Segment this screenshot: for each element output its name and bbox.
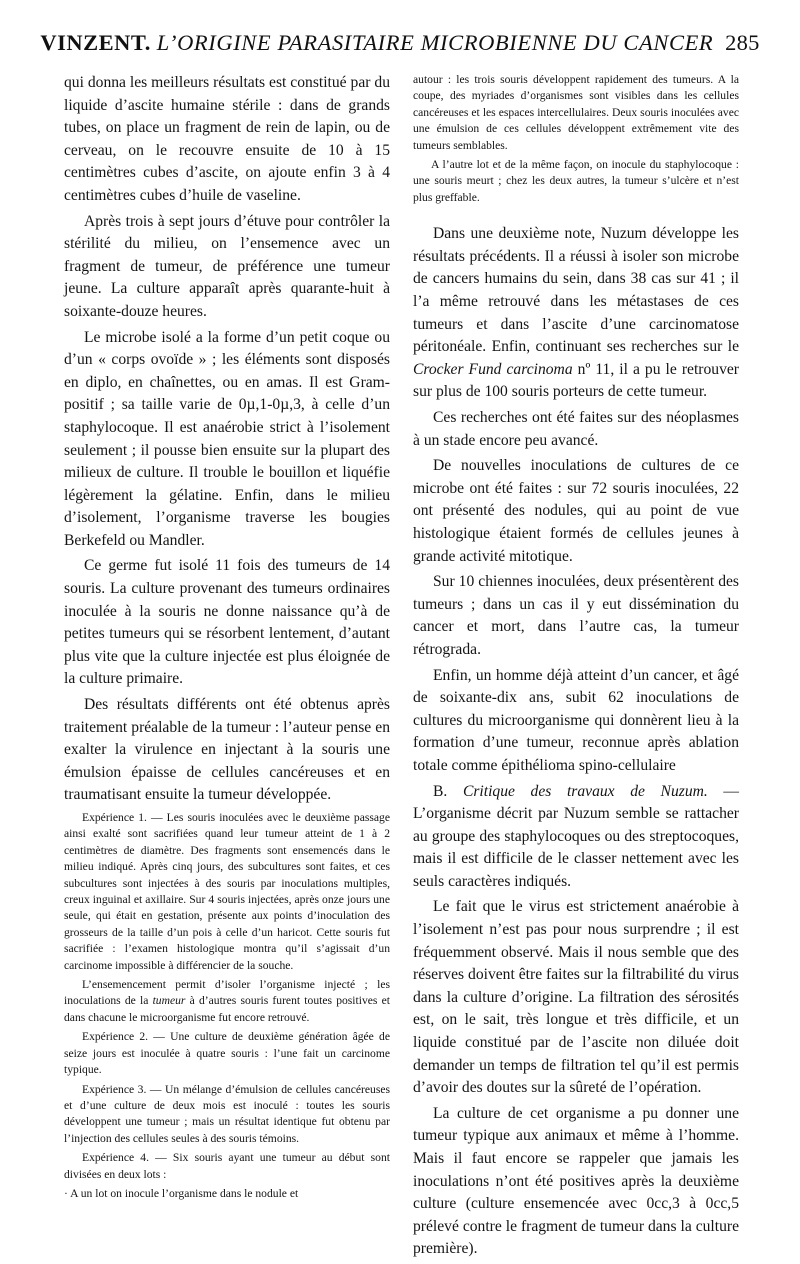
paragraph: [413, 223, 739, 404]
right-column: [413, 72, 739, 1264]
running-header: [40, 30, 760, 66]
paragraph: Le microbe isolé a la forme d’un petit coque ou d’un « corps ovoïde » ; les éléments sont disposés en diplo, en chaînettes, ou en amas. Il est Gram-positif ; sa taille varie de 0µ,1-0µ,3, à celle d’un staphylocoque. Il est anaérobie strict à l’isolement seulement ; il pousse bien ensuite sur la plupart des milieux de culture. Il trouble le bouillon et liquéfie légèrement la gélatine. Enfin, dans le milieu d’isolement, l’organisme traverse les bougies Berkefeld ou Mandler.: [64, 328, 390, 549]
experiment-note: [64, 977, 390, 1026]
experiment-note: A l’autre lot et de la même façon, on inocule du staphylocoque : une souris meurt ; chez les deux autres, la tumeur s’ulcère et n’est plus greffable.: [413, 158, 739, 204]
header-title: L’ORIGINE PARASITAIRE MICROBIENNE DU CANCER: [156, 30, 714, 55]
paragraph: Après trois à sept jours d’étuve pour contrôler la stérilité du milieu, on l’ensemence avec un fragment de tumeur, de préférence une tumeur jeune. La culture apparaît après quarante-huit à soixante-douze heures.: [64, 212, 390, 320]
text-run: L’ensemencement permit d’isoler l’organisme injecté ; les inoculations de la: [64, 978, 390, 1008]
experiment-note: Expérience 3. — Un mélange d’émulsion de cellules cancéreuses et d’une culture de deux mois est inoculé : toutes les souris développent une tumeur ; mais un résultat identique fut obtenu par l’injection des cellules seules à des souris témoins.: [64, 1082, 390, 1145]
paragraph: Ce germe fut isolé 11 fois des tumeurs de 14 souris. La culture provenant des tumeurs ordinaires inoculée à la souris ne donne naissance qu’à de petites tumeurs qui se résorbent lentement, d’autant plus vite que la culture injectée est plus éloignée de la culture primaire.: [64, 557, 390, 688]
page-number: 285: [725, 30, 760, 55]
paragraph: De nouvelles inoculations de cultures de ce microbe ont été faites : sur 72 souris inoculées, 22 ont présenté des nodules, qui au point de vue histologique étaient formés de cellules jeunes à grande activité mitotique.: [413, 457, 739, 565]
spacer: [413, 209, 739, 223]
header-author: VINZENT.: [40, 30, 151, 55]
paragraph: Enfin, un homme déjà atteint d’un cancer, et âgé de soixante-dix ans, subit 62 inoculations de cultures du microorganisme qui donnèrent lieu à la formation d’une tumeur, reconnue après ablation totale comme épithélioma spino-cellulaire: [413, 666, 739, 774]
section-label: B.: [433, 782, 463, 800]
experiment-note: autour : les trois souris développent rapidement des tumeurs. A la coupe, des myriades d’organismes sont visibles dans les cellules cancéreuses et les espaces intercellulaires. Deux souris inoculées avec une émulsion de ces cellules développent extrêmement vite des tumeurs semblables.: [413, 73, 739, 152]
paragraph: qui donna les meilleurs résultats est constitué par du liquide d’ascite humaine stérile : dans de grands tubes, on place un fragment de rein de lapin, ou de cerveau, on le recouvre ensuite de 10 à 15 centimètres cubes d’ascite, on ajoute enfin 3 à 4 centimètres cubes d’huile de vaseline.: [64, 74, 390, 204]
experiment-note: · A un lot on inocule l’organisme dans le nodule et: [64, 1186, 299, 1200]
experiment-note: Expérience 4. — Six souris ayant une tumeur au début sont divisées en deux lots :: [64, 1151, 390, 1181]
left-column: [64, 72, 390, 1205]
paragraph: La culture de cet organisme a pu donner une tumeur typique aux animaux et même à l’homme. Mais il faut encore se rappeler que jamais les inoculations n’ont été positives après la deuxième culture (culture ensemencée avec 0cc,3 à 0cc,5 prélevé contre le fragment de tumeur dans la culture première).: [413, 1104, 739, 1258]
experiment-note: Expérience 2. — Une culture de deuxième génération âgée de seize jours est inoculée à quatre souris : l’une fait un carcinome typique.: [64, 1030, 390, 1077]
experiment-note: Expérience 1. — Les souris inoculées avec le deuxième passage ainsi exalté sont sacrifiées quand leur tumeur atteint de 1 à 2 centimètres de diamètre. Des fragments sont ensemencés dans le milieu indiqué. Après cinq jours, des subcultures sont faites, et ces subcultures sont injectées à des souris par inoculations multiples, creux inguinal et axillaire. Sur 4 souris injectées, après onze jours une seule, qui était en gestation, présente aux points d’inoculation des grosseurs de la taille d’un pois à celle d’un haricot. Cette souris fut sacrifiée : l’examen histologique montra qu’il s’agissait d’un carcinome impossible à différencier de la souche.: [64, 811, 390, 972]
paragraph: Ces recherches ont été faites sur des néoplasmes à un stade encore peu avancé.: [413, 409, 739, 449]
text-run-italic: tumeur: [152, 994, 186, 1008]
paragraph: Sur 10 chiennes inoculées, deux présentèrent des tumeurs ; dans un cas il y eut dissémination du cancer et mort, dans l’autre cas, la tumeur rétrograda.: [413, 573, 739, 658]
text-run: nº 11, il a pu le retrouver sur plus de 100 souris porteurs de cette tumeur.: [413, 360, 739, 401]
section-paragraph: [413, 781, 739, 894]
text-run-italic: Crocker Fund carcinoma: [413, 360, 573, 378]
text-run: Dans une deuxième note, Nuzum développe les résultats précédents. Il a réussi à isoler son microbe de cancers humains du sein, dans 38 cas sur 41 ; il l’a même retrouvé dans les métastases de ces tumeurs et dans l’ascite d’une carcinomatose péritonéale. Enfin, continuant ses recherches sur le: [413, 225, 739, 356]
text-run: à d’autres souris furent toutes positives et dans chacune le microorganisme fut encore retrouvé.: [64, 994, 390, 1024]
paragraph: Le fait que le virus est strictement anaérobie à l’isolement n’est pas pour nous surprendre ; il est fréquemment observé. Mais il nous semble que des réserves doivent être faites sur la filtrabilité du virus dans la culture d’origine. La filtration des sérosités est, on le sait, très longue et très difficile, et un liquide constitué par de l’ascite non diluée doit demander un temps de filtration tel qu’il est permis d’avoir des doutes sur la sûreté de l’opération.: [413, 898, 739, 1097]
section-heading: Critique des travaux de Nuzum.: [462, 782, 708, 800]
text-run: — L’organisme décrit par Nuzum semble se rattacher au groupe des staphylocoques ou des streptocoques, mais il est difficile de le classer nettement avec les seuls caractères indiqués.: [413, 782, 739, 890]
paragraph: Des résultats différents ont été obtenus après traitement préalable de la tumeur : l’auteur pense en exalter la virulence en injectant à la souris une émulsion épaisse de cellules cancéreuses et en traumatisant ensuite la tumeur développée.: [64, 696, 390, 804]
